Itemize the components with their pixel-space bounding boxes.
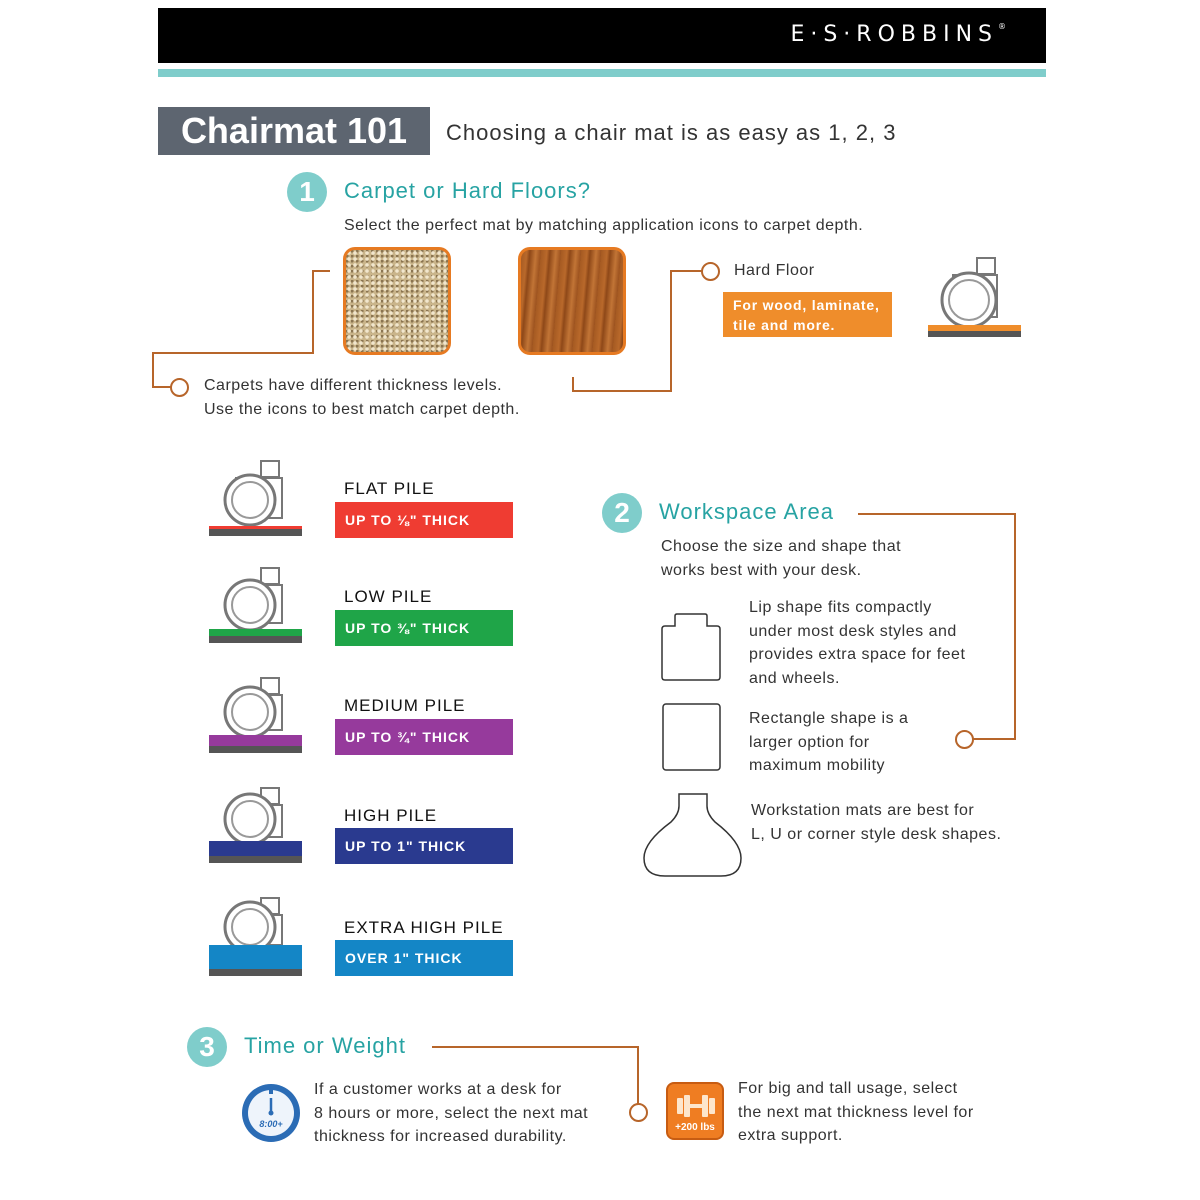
lip-description-line: and wheels. — [749, 669, 840, 687]
step-1-intro: Select the perfect mat by matching application icons to carpet depth. — [344, 217, 864, 234]
step-1-circle: 1 — [287, 172, 327, 212]
connector-line — [1014, 513, 1016, 740]
page-subtitle: Choosing a chair mat is as easy as 1, 2, 3 — [446, 120, 897, 145]
pile-thickness-high: UP TO 1" THICK — [335, 828, 513, 864]
caster-low-pile-icon — [206, 565, 306, 647]
connector-line — [572, 390, 672, 392]
step-3-title: Time or Weight — [244, 1033, 406, 1058]
step-2-intro — [661, 535, 901, 582]
lip-description-line: provides extra space for feet — [749, 646, 966, 663]
pile-name-flat: FLAT PILE — [344, 479, 435, 498]
brand-name: E·S·ROBBINS — [790, 22, 998, 47]
caster-high-pile-icon — [206, 785, 306, 867]
rectangle-description-line: Rectangle shape is a — [749, 710, 909, 727]
brand-logo — [790, 22, 1006, 47]
connector-line — [312, 270, 314, 354]
connector-ring — [170, 378, 189, 397]
connector-line — [670, 270, 672, 392]
caster-medium-pile-icon — [206, 675, 306, 757]
pile-name-medium: MEDIUM PILE — [344, 696, 466, 715]
connector-line — [152, 386, 172, 388]
step-3-circle: 3 — [187, 1027, 227, 1067]
weight-badge — [666, 1082, 724, 1140]
page-title: Chairmat 101 — [158, 107, 430, 155]
connector-line — [152, 352, 314, 354]
carpet-sample-image — [343, 247, 451, 355]
pile-name-low: LOW PILE — [344, 587, 433, 606]
pile-thickness-medium: UP TO ¾" THICK — [335, 719, 513, 755]
weight-description-line: For big and tall usage, select — [738, 1080, 958, 1097]
caster-hard-floor-icon — [925, 255, 1025, 340]
caster-extra-high-pile-icon — [206, 895, 306, 980]
weight-description — [738, 1077, 974, 1148]
step-2-circle: 2 — [602, 493, 642, 533]
lip-mat-shape-icon — [660, 612, 722, 682]
rectangle-description-line: maximum mobility — [749, 757, 886, 774]
lip-description-line: under most desk styles and — [749, 622, 957, 640]
rectangle-mat-shape-icon — [661, 702, 723, 772]
header-bar — [158, 8, 1046, 63]
time-description-line: If a customer works at a desk for — [314, 1081, 562, 1098]
step-2-intro-line: works best with your desk. — [661, 561, 862, 579]
carpet-note-line: Carpets have different thickness levels. — [204, 377, 503, 394]
hard-floor-box-line: For wood, laminate, — [733, 297, 880, 313]
dumbbell-icon — [675, 1092, 717, 1120]
lip-description — [749, 596, 965, 690]
clock-label: 8:00+ — [259, 1119, 283, 1129]
registered-mark: ® — [998, 22, 1006, 31]
pile-name-high: HIGH PILE — [344, 806, 438, 825]
step-1-title: Carpet or Hard Floors? — [344, 178, 591, 203]
hard-floor-box — [723, 292, 892, 337]
weight-description-line: the next mat thickness level for — [738, 1103, 974, 1121]
connector-line — [152, 352, 154, 388]
clock-icon — [240, 1082, 302, 1144]
weight-label: +200 lbs — [675, 1122, 715, 1133]
carpet-note — [204, 374, 520, 421]
lip-description-line: Lip shape fits compactly — [749, 599, 932, 616]
connector-line — [670, 270, 704, 272]
workstation-description-line: L, U or corner style desk shapes. — [751, 825, 1002, 843]
weight-description-line: extra support. — [738, 1127, 843, 1144]
workstation-description — [751, 799, 1001, 846]
connector-line — [858, 513, 1016, 515]
connector-line — [432, 1046, 639, 1048]
hard-floor-label: Hard Floor — [734, 262, 815, 279]
time-description-line: 8 hours or more, select the next mat — [314, 1104, 589, 1122]
workstation-mat-shape-icon — [641, 792, 745, 878]
time-description — [314, 1078, 588, 1149]
workstation-description-line: Workstation mats are best for — [751, 802, 975, 819]
pile-thickness-extra-high: OVER 1" THICK — [335, 940, 513, 976]
rectangle-description-line: larger option for — [749, 733, 870, 751]
connector-ring — [701, 262, 720, 281]
pile-thickness-flat: UP TO ⅛" THICK — [335, 502, 513, 538]
connector-ring — [629, 1103, 648, 1122]
connector-ring — [955, 730, 974, 749]
step-2-intro-line: Choose the size and shape that — [661, 538, 902, 555]
connector-line — [312, 270, 330, 272]
time-description-line: thickness for increased durability. — [314, 1128, 567, 1145]
rectangle-description — [749, 707, 908, 778]
wood-sample-image — [518, 247, 626, 355]
hard-floor-box-line: tile and more. — [733, 317, 836, 333]
pile-name-extra-high: EXTRA HIGH PILE — [344, 918, 504, 937]
carpet-note-line: Use the icons to best match carpet depth. — [204, 400, 520, 418]
pile-thickness-low: UP TO ⅜" THICK — [335, 610, 513, 646]
clock-badge — [240, 1082, 302, 1144]
step-2-title: Workspace Area — [659, 499, 835, 524]
teal-divider — [158, 69, 1046, 77]
caster-flat-pile-icon — [206, 458, 306, 540]
connector-line — [970, 738, 1016, 740]
connector-line — [637, 1046, 639, 1104]
